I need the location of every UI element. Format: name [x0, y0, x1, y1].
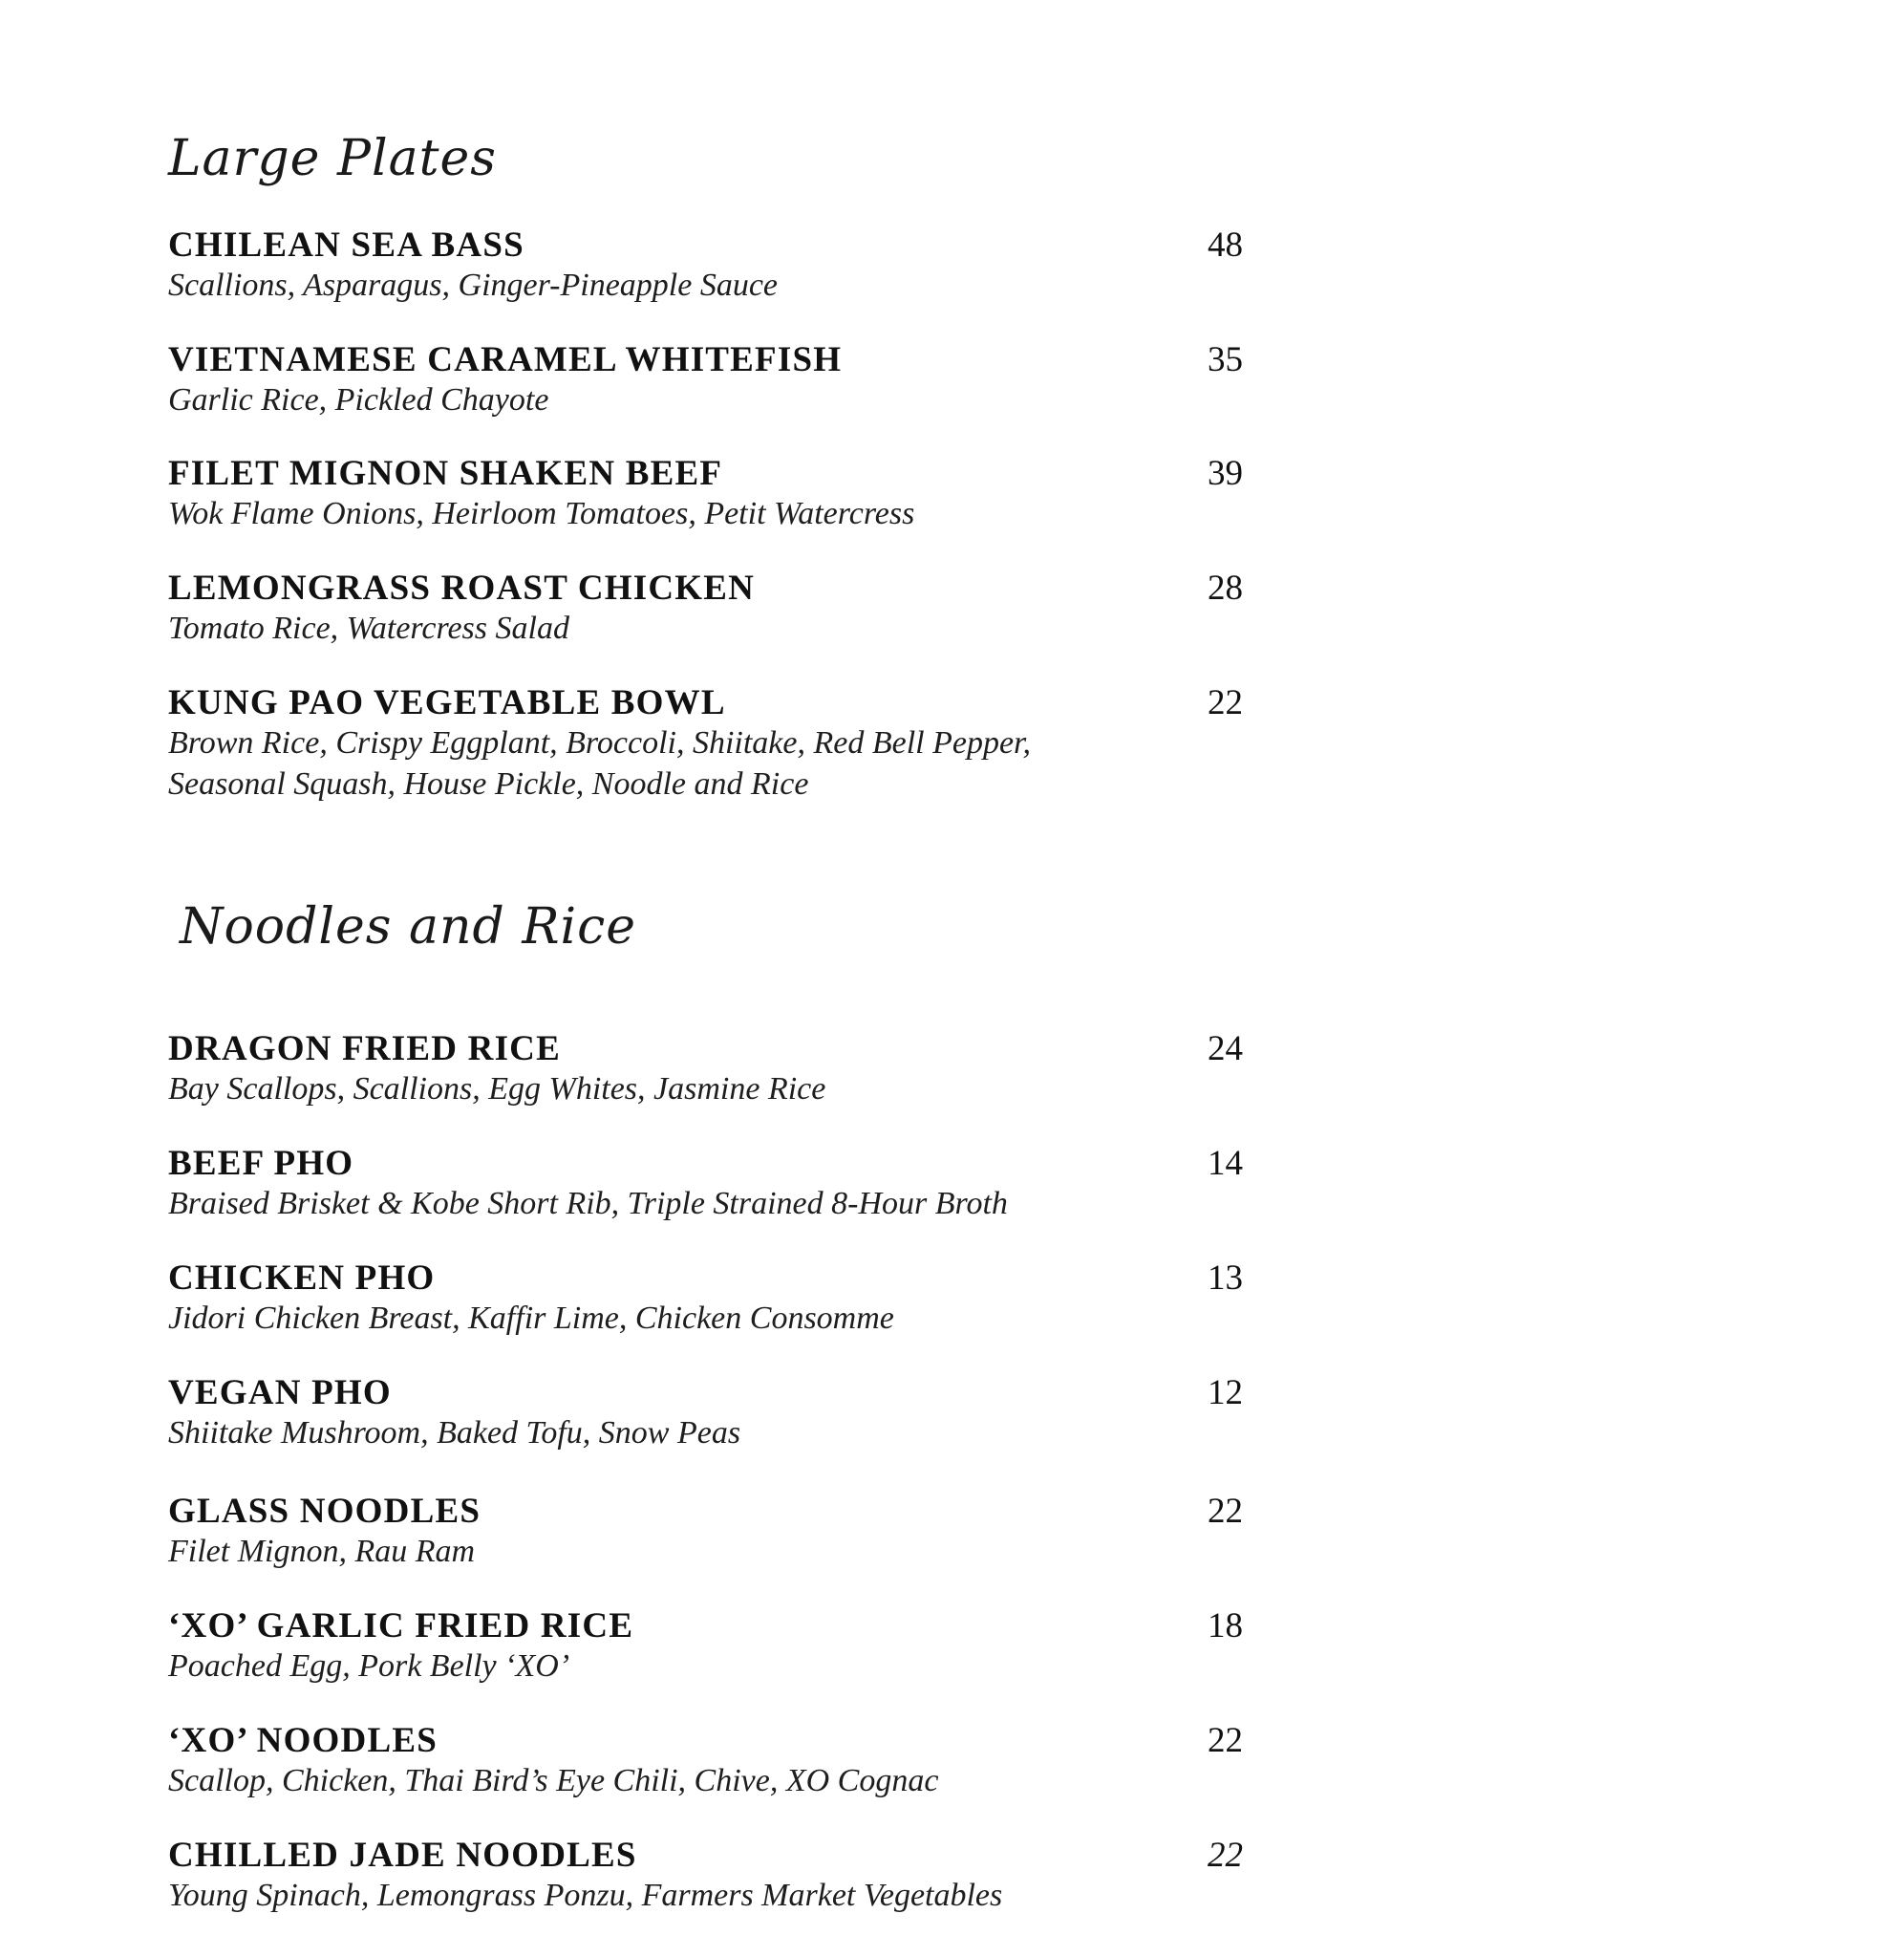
item-name: ‘XO’ NOODLES: [168, 1721, 438, 1760]
item-price: 39: [1208, 454, 1243, 493]
item-name: FILET MIGNON SHAKEN BEEF: [168, 454, 723, 493]
item-description-line: Scallop, Chicken, Thai Bird’s Eye Chili, Chive, XO Cognac: [168, 1763, 939, 1798]
item-description: [168, 1298, 894, 1339]
item-description: [168, 608, 569, 649]
item-name: LEMONGRASS ROAST CHICKEN: [168, 569, 756, 608]
item-description: [168, 1531, 475, 1572]
item-description-line: Jidori Chicken Breast, Kaffir Lime, Chicken Consomme: [168, 1301, 894, 1336]
item-name: GLASS NOODLES: [168, 1492, 481, 1531]
item-price: 22: [1208, 1492, 1243, 1531]
item-description-line: Wok Flame Onions, Heirloom Tomatoes, Petit Watercress: [168, 496, 915, 531]
item-description-line: Shiitake Mushroom, Baked Tofu, Snow Peas: [168, 1415, 741, 1451]
item-price: 18: [1208, 1606, 1243, 1645]
item-description: [168, 722, 1031, 805]
item-price: 12: [1208, 1373, 1243, 1412]
item-name: CHICKEN PHO: [168, 1258, 436, 1298]
item-price: 22: [1208, 1836, 1243, 1875]
item-price: 22: [1208, 1721, 1243, 1760]
item-name: DRAGON FRIED RICE: [168, 1029, 561, 1068]
section-title-large-plates: Large Plates: [168, 130, 497, 187]
item-price: 24: [1208, 1029, 1243, 1068]
item-name: CHILEAN SEA BASS: [168, 226, 524, 265]
section-title-noodles-and-rice: Noodles and Rice: [180, 898, 637, 956]
item-price: 28: [1208, 569, 1243, 608]
item-name: KUNG PAO VEGETABLE BOWL: [168, 683, 726, 722]
item-price: 35: [1208, 340, 1243, 379]
item-description-line: Braised Brisket & Kobe Short Rib, Triple Strained 8-Hour Broth: [168, 1186, 1008, 1221]
item-description: [168, 1183, 1008, 1224]
item-description: [168, 1645, 569, 1687]
item-description: [168, 1068, 825, 1109]
item-description-line: Seasonal Squash, House Pickle, Noodle and Rice: [168, 766, 809, 802]
item-description: [168, 1412, 740, 1453]
item-description-line: Brown Rice, Crispy Eggplant, Broccoli, Shiitake, Red Bell Pepper,: [168, 725, 1032, 761]
item-description: [168, 379, 548, 420]
item-price: 22: [1208, 683, 1243, 722]
item-name: BEEF PHO: [168, 1144, 354, 1183]
item-description-line: Garlic Rice, Pickled Chayote: [168, 382, 549, 418]
item-price: 14: [1208, 1144, 1243, 1183]
item-description: [168, 265, 778, 306]
item-name: ‘XO’ GARLIC FRIED RICE: [168, 1606, 634, 1645]
item-description: [168, 493, 914, 534]
item-description: [168, 1875, 1002, 1916]
item-name: CHILLED JADE NOODLES: [168, 1836, 637, 1875]
item-name: VEGAN PHO: [168, 1373, 392, 1412]
item-description-line: Poached Egg, Pork Belly ‘XO’: [168, 1648, 570, 1684]
item-price: 48: [1208, 226, 1243, 265]
item-description-line: Bay Scallops, Scallions, Egg Whites, Jasmine Rice: [168, 1071, 826, 1107]
item-description-line: Tomato Rice, Watercress Salad: [168, 611, 569, 646]
item-description-line: Filet Mignon, Rau Ram: [168, 1534, 476, 1569]
item-name: VIETNAMESE CARAMEL WHITEFISH: [168, 340, 843, 379]
item-price: 13: [1208, 1258, 1243, 1298]
item-description-line: Scallions, Asparagus, Ginger-Pineapple Sauce: [168, 268, 778, 303]
item-description-line: Young Spinach, Lemongrass Ponzu, Farmers Market Vegetables: [168, 1878, 1003, 1913]
item-description: [168, 1760, 938, 1801]
